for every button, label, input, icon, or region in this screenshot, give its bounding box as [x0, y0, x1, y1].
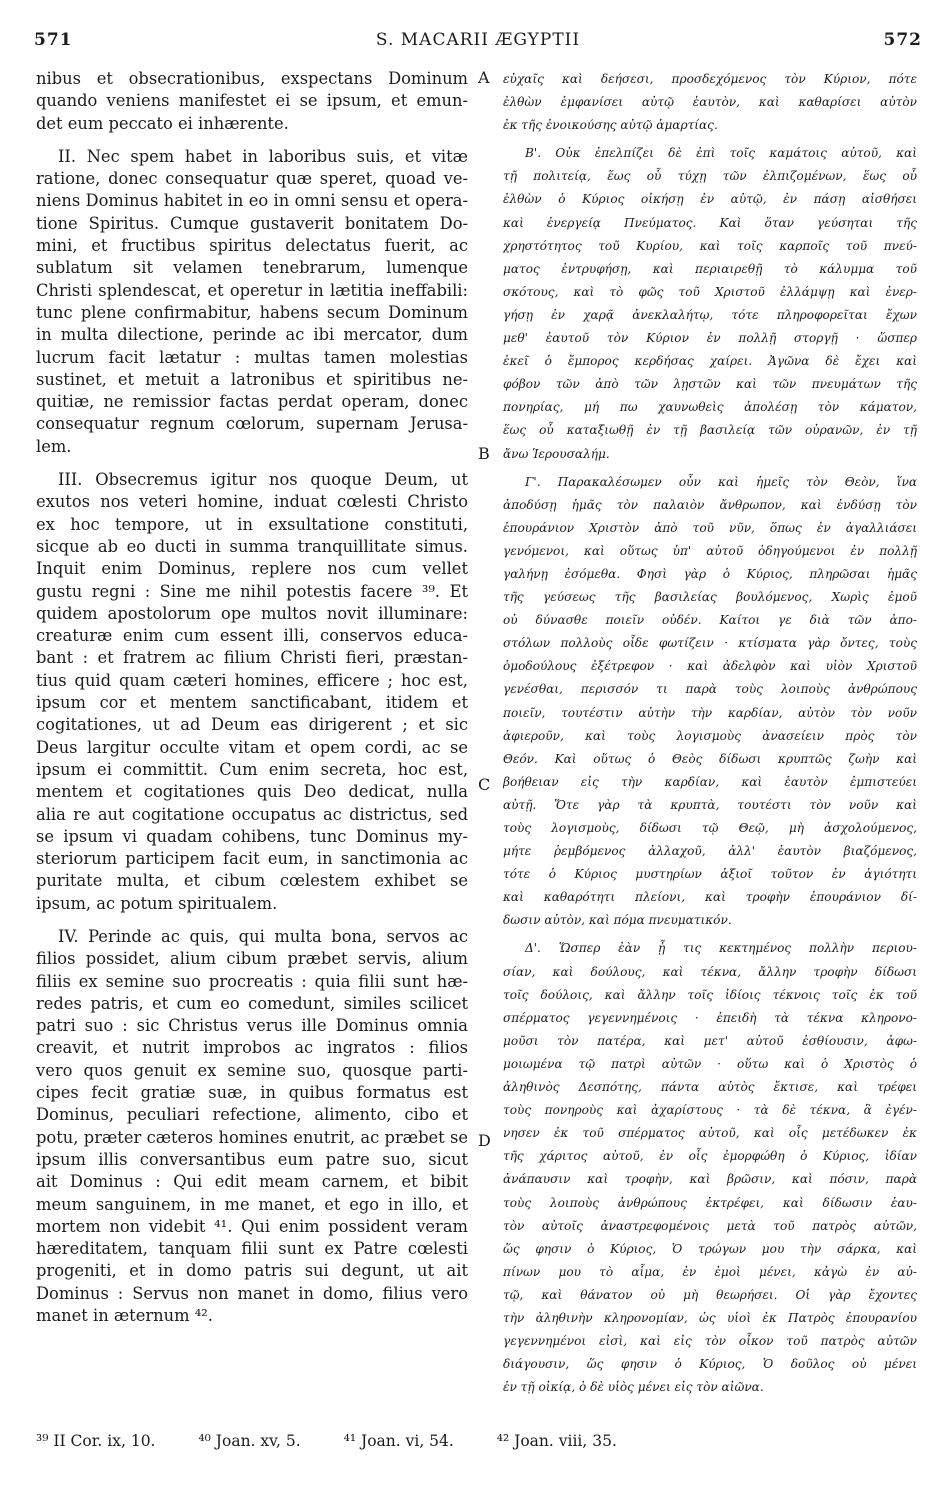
greek-text-line: χρηστότητος τοῦ Κυρίου, καὶ τοῖς καρποῖς τοῦ πνεύ-	[503, 238, 917, 253]
greek-text-line: μεθ' ἑαυτοῦ τὸν Κύριον ἐν πολλῇ στοργῇ · ὥσπερ	[503, 331, 917, 346]
latin-text-line: quitiæ, ne remissior factas perdat operam, donec	[36, 392, 468, 412]
greek-text-line: γενέσθαι, περισσόν τι παρὰ τοὺς λοιποὺς ἀνθρώπους	[503, 682, 917, 697]
greek-text-line: τῆς γεύσεως τῆς βασιλείας βουλόμενος, Χωρὶς ἐμοῦ	[503, 590, 917, 605]
greek-text-line: τοῖς δούλοις, καὶ ἄλλην τοῖς ἰδίοις τέκνοις τοῖς ἐκ τοῦ	[503, 987, 917, 1002]
latin-column	[36, 68, 468, 1327]
greek-text-line: γενόμενοι, καὶ οὕτως ὑπ' αὐτοῦ ὁδηγούμενοι ἐν πολλῇ	[503, 543, 917, 558]
footnote-40: ⁴⁰ Joan. xv, 5.	[198, 1432, 301, 1450]
greek-text-line: σκότους, καὶ τὸ φῶς τοῦ Χριστοῦ ἐλλάμψῃ καὶ ἐνερ-	[503, 284, 917, 299]
greek-text-line: ἐκεῖ ὁ ἔμπορος κερδήσας χαίρει. Ἀγῶνα δὲ ἔχει καὶ	[503, 354, 917, 369]
greek-text-line: καὶ ἐνεργείᾳ Πνεύματος. Καὶ ὅταν γεύσηται τῆς	[503, 215, 917, 230]
greek-text-line: τῆς χάριτος αὐτοῦ, ἐν οἷς ἐμορφώθη ὁ Κύριος, ἰδίαν	[503, 1149, 917, 1164]
greek-text-line: τὸν αὐτοῖς ἀναστρεφομένοις μετὰ τοῦ πατρὸς αὐτῶν,	[503, 1218, 917, 1233]
greek-text-line: τοὺς πονηροὺς καὶ ἀχαρίστους · τὰ δὲ τέκνα, ἃ ἐγέν-	[503, 1103, 917, 1118]
greek-text-line: τὴν ἀληθινὴν κληρονομίαν, ὡς υἱοὶ ἐκ Πατρὸς ἐπουρανίου	[503, 1310, 917, 1325]
greek-text-line: διάγουσιν, ὥς φησιν ὁ Κύριος, Ὁ δοῦλος οὐ μένει	[503, 1357, 917, 1372]
latin-text-line: cogitationes, ut ad Deum eas dirigerent ; et sic	[36, 715, 468, 735]
latin-text-line: Dominus, peculiari refectione, alimento, cibo et	[36, 1105, 468, 1125]
latin-text-line: IV. Perinde ac quis, qui multa bona, servos ac	[58, 926, 468, 946]
greek-text-line: αὐτῇ. Ὅτε γὰρ τὰ κρυπτὰ, τουτέστι τὸν νοῦν καὶ	[503, 797, 917, 812]
latin-text-line: nibus et obsecrationibus, exspectans Dominum	[36, 69, 468, 88]
running-title: S. MACARII ÆGYPTII	[375, 30, 581, 50]
paragraph-gap	[36, 135, 468, 146]
greek-text-line: ἕως οὗ καταξιωθῇ ἐν τῇ βασιλείᾳ τῶν οὐρανῶν, ἐν τῇ	[503, 423, 917, 438]
latin-text-line: Deus largitur occulte vitam et opem cordi, ac se	[36, 737, 468, 757]
greek-text-line: ἀποδύσῃ ἡμᾶς τὸν παλαιὸν ἄνθρωπον, καὶ ἐνδύσῃ τὸν	[503, 497, 917, 512]
greek-text-line: γήσῃ ἐν χαρᾷ ἀνεκλαλήτῳ, τότε πληροφορεῖται ἔχων	[503, 307, 917, 322]
greek-text-line: μοῦσι τὸν πατέρα, καὶ μετ' αὐτοῦ ἐσθίουσιν, ἀφω-	[503, 1033, 917, 1048]
greek-text-line: δωσιν αὐτὸν, καὶ πόμα πνευματικόν.	[503, 913, 732, 928]
footnotes	[36, 1432, 916, 1450]
greek-text-line: ποιεῖν, τουτέστιν αὐτὴν τὴν καρδίαν, αὐτὸν τὸν νοῦν	[503, 705, 917, 720]
greek-text-line: τότε ὁ Κύριος μυστηρίων ἀξιοῖ τοῦτον ἐν ἁγιότητι	[503, 867, 917, 882]
latin-text-line: filiis ex semine suo procreatis : quia filii sunt hæ-	[36, 971, 468, 991]
latin-text-line: gustu regni : Sine me nihil potestis facere ³⁹. Et	[36, 581, 468, 601]
latin-text-line: ipsum illis conversantibus eum patre suo, sicut	[36, 1149, 468, 1169]
greek-text-line: τῇ πολιτείᾳ, ἕως οὗ τύχῃ τῶν ἐλπιζομένων, ἕως οὗ	[503, 169, 917, 184]
latin-text-line: puritate multa, et cibum cœlestem exhibet se	[36, 871, 468, 891]
greek-text-line: τοὺς λογισμοὺς, δίδωσι τῷ Θεῷ, μὴ ἀσχολούμενος,	[503, 821, 917, 835]
greek-text-line: σπέρματος γεγεννημένοις · ἐπειδὴ τὰ τέκνα κληρονο-	[503, 1010, 917, 1025]
greek-text-line: νησεν ἐκ τοῦ σπέρματος αὐτοῦ, καὶ οἷς μετέδωκεν ἐκ	[503, 1126, 917, 1141]
greek-text-line: φόβον τῶν ἀπὸ τῶν λῃστῶν καὶ τῶν πνευμάτων τῆς	[503, 377, 917, 392]
greek-text-line: εὐχαῖς καὶ δεήσεσι, προσδεχόμενος τὸν Κύριον, πότε	[503, 72, 917, 86]
greek-text-line: Γ'. Παρακαλέσωμεν οὖν καὶ ἡμεῖς τὸν Θεὸν, ἵνα	[525, 474, 917, 489]
greek-text-line: Β'. Οὐκ ἐπελπίζει δὲ ἐπὶ τοῖς καμάτοις αὐτοῦ, καὶ	[525, 146, 917, 161]
greek-text-line: μοιωμένα τῷ πατρὶ αὐτῶν · οὕτω καὶ ὁ Χριστὸς ὁ	[503, 1056, 917, 1071]
running-header	[34, 30, 922, 60]
latin-text-line: Inquit enim Dominus, replere nos cum vellet	[36, 559, 468, 579]
page-number-right: 572	[883, 30, 922, 50]
latin-text-line: ait Dominus : Qui edit meam carnem, et bibit	[36, 1172, 468, 1192]
footnote-42: ⁴² Joan. viii, 35.	[496, 1432, 617, 1450]
greek-text-line: βοήθειαν εἰς τὴν καρδίαν, καὶ ἑαυτὸν ἐμπιστεύει	[503, 774, 917, 789]
latin-text-line: vero quos genuit ex semine suo, quosque parti-	[36, 1060, 468, 1080]
greek-text-line: σίαν, καὶ δούλους, καὶ τέκνα, ἄλλην τροφὴν δίδωσι	[503, 964, 917, 979]
latin-text-line: tione Spiritus. Cumque gustaverit bonitatem Do-	[36, 213, 468, 233]
greek-text-line: ἐκ τῆς ἐνοικούσης αὐτῷ ἁμαρτίας.	[503, 118, 718, 133]
latin-text-line: se ipsum vi quadam cohibens, tunc Dominus my-	[36, 826, 468, 846]
latin-text-line: Dominus : Servus non manet in domo, filius vero	[36, 1283, 468, 1303]
latin-text-line: ipsum cor et mentem sanctificabant, itidem et	[36, 693, 468, 713]
latin-text-line: sustinet, et metuit a latronibus et spiritibus ne-	[36, 369, 468, 389]
greek-text-line: ἁφιεροῦν, καὶ τοὺς λογισμοὺς ἀνασείειν πρὸς τὸν	[503, 728, 917, 743]
latin-text-line: meum sanguinem, in me manet, et ego in illo, et	[36, 1194, 468, 1214]
greek-text-line: καὶ καθαρότητι πλείονι, καὶ τροφὴν ἐπουράνιον δί-	[503, 890, 917, 905]
greek-text-line: γεγεννημένοι εἰσὶ, καὶ εἰς τὸν οἶκον τοῦ πατρὸς αὐτῶν	[503, 1334, 917, 1349]
latin-text-line: consequatur regnum cœlorum, supernam Jerusa-	[36, 414, 468, 434]
greek-text-line: ἀληθινὸς Δεσπότης, πάντα αὐτὸς ἔκτισε, καὶ τρέφει	[503, 1080, 917, 1095]
latin-text-line: ipsum, ac potum spiritualem.	[36, 893, 278, 913]
page-number-left: 571	[34, 30, 73, 50]
greek-text-line: ἐν τῇ οἰκίᾳ, ὁ δὲ υἱὸς μένει εἰς τὸν αἰῶνα.	[503, 1380, 764, 1395]
latin-text-line: ipsum ei committit. Cum enim secreta, hoc est,	[36, 759, 468, 779]
latin-text-line: creavit, et nutrit improbos ac ingratos : filios	[36, 1038, 468, 1058]
latin-text-line: lucrum facit lætatur : multas tamen molestias	[36, 347, 468, 367]
greek-text-line: ματος ἐντρυφήσῃ, καὶ περιαιρεθῇ τὸ κάλυμμα τοῦ	[503, 261, 917, 276]
greek-text-line: Δ'. Ὥσπερ ἐὰν ᾖ τις κεκτημένος πολλὴν περιου-	[525, 941, 917, 956]
latin-text-line: II. Nec spem habet in laboribus suis, et vitæ	[58, 146, 468, 166]
latin-text-line: mortem non videbit ⁴¹. Qui enim possident veram	[36, 1216, 468, 1236]
greek-text-line: τῷ, καὶ θάνατον οὐ μὴ θεωρήσει. Οἱ γὰρ ἔχοντες	[503, 1287, 917, 1302]
paragraph-gap	[36, 458, 468, 469]
greek-text-line: ἐλθὼν ὁ Κύριος οἰκήσῃ ἐν αὐτῷ, ἐν πάσῃ αἰσθήσει	[503, 192, 917, 207]
greek-text-line: πονηρίας, μή πω χαυνωθεὶς ἀπολέσῃ τὸν κάματον,	[503, 400, 917, 415]
latin-text-line: Christi splendescat, et operetur in lætitia ineffabili:	[36, 280, 468, 300]
latin-text-line: tunc plene confirmabitur, habens secum Dominum	[36, 302, 468, 322]
latin-text-line: mentem et cogitationes quis Deo dedicat, nulla	[36, 782, 468, 802]
greek-text-line: ὁμοδούλους ἐξέτρεφον · καὶ ἀδελφὸν καὶ υἱὸν Χριστοῦ	[503, 659, 917, 674]
latin-text-line: in multa dilectione, perinde ac ibi mercator, dum	[36, 325, 468, 345]
greek-text-line: πίνων μου τὸ αἷμα, ἐν ἐμοὶ μένει, κἀγὼ ἐν αὐ-	[503, 1264, 917, 1279]
latin-text-line: det eum peccato ei inhærente.	[36, 113, 289, 133]
greek-text-line: ἐπουράνιον Χριστὸν ἀπὸ τοῦ νῦν, ὅπως ἐν ἀγαλλιάσει	[503, 520, 917, 535]
latin-text-line: patri suo : sic Christus verus ille Dominus omnia	[36, 1016, 468, 1036]
latin-text-line: sublatum sit velamen tenebrarum, lumenque	[36, 258, 468, 278]
greek-text-line: ἐλθὼν ἐμφανίσει αὐτῷ ἑαυτὸν, καὶ καθαρίσει αὐτὸν	[503, 95, 917, 110]
greek-text-line: στόλων πολλοὺς οἶδε φωτίζειν · κτίσματα γὰρ ὄντες, τοὺς	[503, 636, 917, 651]
latin-text-line: niens Dominus habitet in eo in omni sensu et opera-	[36, 191, 468, 211]
margin-marker-c: C	[478, 775, 491, 794]
greek-text-line: ἀνάπαυσιν καὶ τροφὴν, καὶ βρῶσιν, καὶ πόσιν, παρὰ	[503, 1172, 917, 1187]
greek-text-line: οὐ δύνασθε ποιεῖν οὐδέν. Καίτοι γε διὰ τῶν ἀπο-	[503, 613, 917, 628]
latin-text-line: sicque ab eo ducti in summa tranquillitate simus.	[36, 536, 468, 556]
latin-text-line: mini, et fructibus spiritus delectatus fuerit, ac	[36, 236, 468, 256]
greek-text-line: γαλήνῃ ἐσόμεθα. Φησὶ γὰρ ὁ Κύριος, πληρῶσαι ἡμᾶς	[503, 566, 917, 581]
latin-text-line: quando veniens manifestet ei se ipsum, et emun-	[36, 91, 468, 111]
greek-column	[503, 68, 917, 1399]
latin-text-line: filios possidet, alium cibum præbet servis, alium	[36, 949, 468, 969]
greek-text-line: ἄνω Ἱερουσαλήμ.	[503, 446, 610, 461]
latin-text-line: redes patris, et cum eo comedunt, similes scilicet	[36, 993, 468, 1013]
latin-text-line: exutos nos veteri homine, induat cœlesti Christo	[36, 492, 468, 512]
paragraph-gap	[36, 915, 468, 926]
greek-text-line: μήτε ῥεμβόμενος ἀλλαχοῦ, ἀλλ' ἑαυτὸν βιαζόμενος,	[503, 844, 917, 859]
latin-text-line: lem.	[36, 436, 72, 456]
margin-marker-a: A	[478, 68, 490, 87]
latin-text-line: cipes fecit gratiæ suæ, in quibus formatus est	[36, 1083, 468, 1103]
greek-text-line: Θεόν. Καὶ οὕτως ὁ Θεὸς δίδωσι κρυπτῶς ζωὴν καὶ	[503, 751, 917, 766]
greek-text-line: ὥς φησιν ὁ Κύριος, Ὁ τρώγων μου τὴν σάρκα, καὶ	[503, 1241, 917, 1256]
footnote-39: ³⁹ II Cor. ix, 10.	[36, 1432, 156, 1450]
latin-text-line: bant : et fratrem ac filium Christi fieri, præstan-	[36, 648, 468, 668]
latin-text-line: alia re aut cogitatione occupatus ac districtus, sed	[36, 804, 468, 824]
latin-text-line: III. Obsecremus igitur nos quoque Deum, ut	[58, 470, 468, 490]
latin-text-line: quidem apostolorum ope multos novit illuminare:	[36, 603, 468, 623]
margin-marker-d: D	[478, 1131, 491, 1150]
latin-text-line: tius quid quam cæteri homines, efficere ; hoc est,	[36, 670, 468, 690]
latin-text-line: steriorum participem facit eum, in sanctimonia ac	[36, 849, 468, 869]
footnote-41: ⁴¹ Joan. vi, 54.	[343, 1432, 454, 1450]
greek-text-line: τοὺς λοιποὺς ἀνθρώπους ἐκτρέφει, καὶ δίδωσιν ἑαυ-	[503, 1195, 917, 1210]
latin-text-line: creaturæ enim cum essent illi, conservos educa-	[36, 626, 468, 646]
latin-text-line: ex hoc tempore, ut in exsultatione constituti,	[36, 514, 468, 534]
latin-text-line: manet in æternum ⁴².	[36, 1306, 213, 1326]
margin-marker-b: B	[478, 444, 490, 463]
latin-text-line: ratione, donec consequatur quæ speret, quoad ve-	[36, 169, 468, 189]
latin-text-line: potu, præter cæteros homines enutrit, ac præbet se	[36, 1127, 468, 1147]
latin-text-line: progeniti, et in domo patris sui degunt, ut ait	[36, 1261, 468, 1281]
latin-text-line: hæreditatem, tanquam filii sunt ex Patre cœlesti	[36, 1239, 468, 1259]
